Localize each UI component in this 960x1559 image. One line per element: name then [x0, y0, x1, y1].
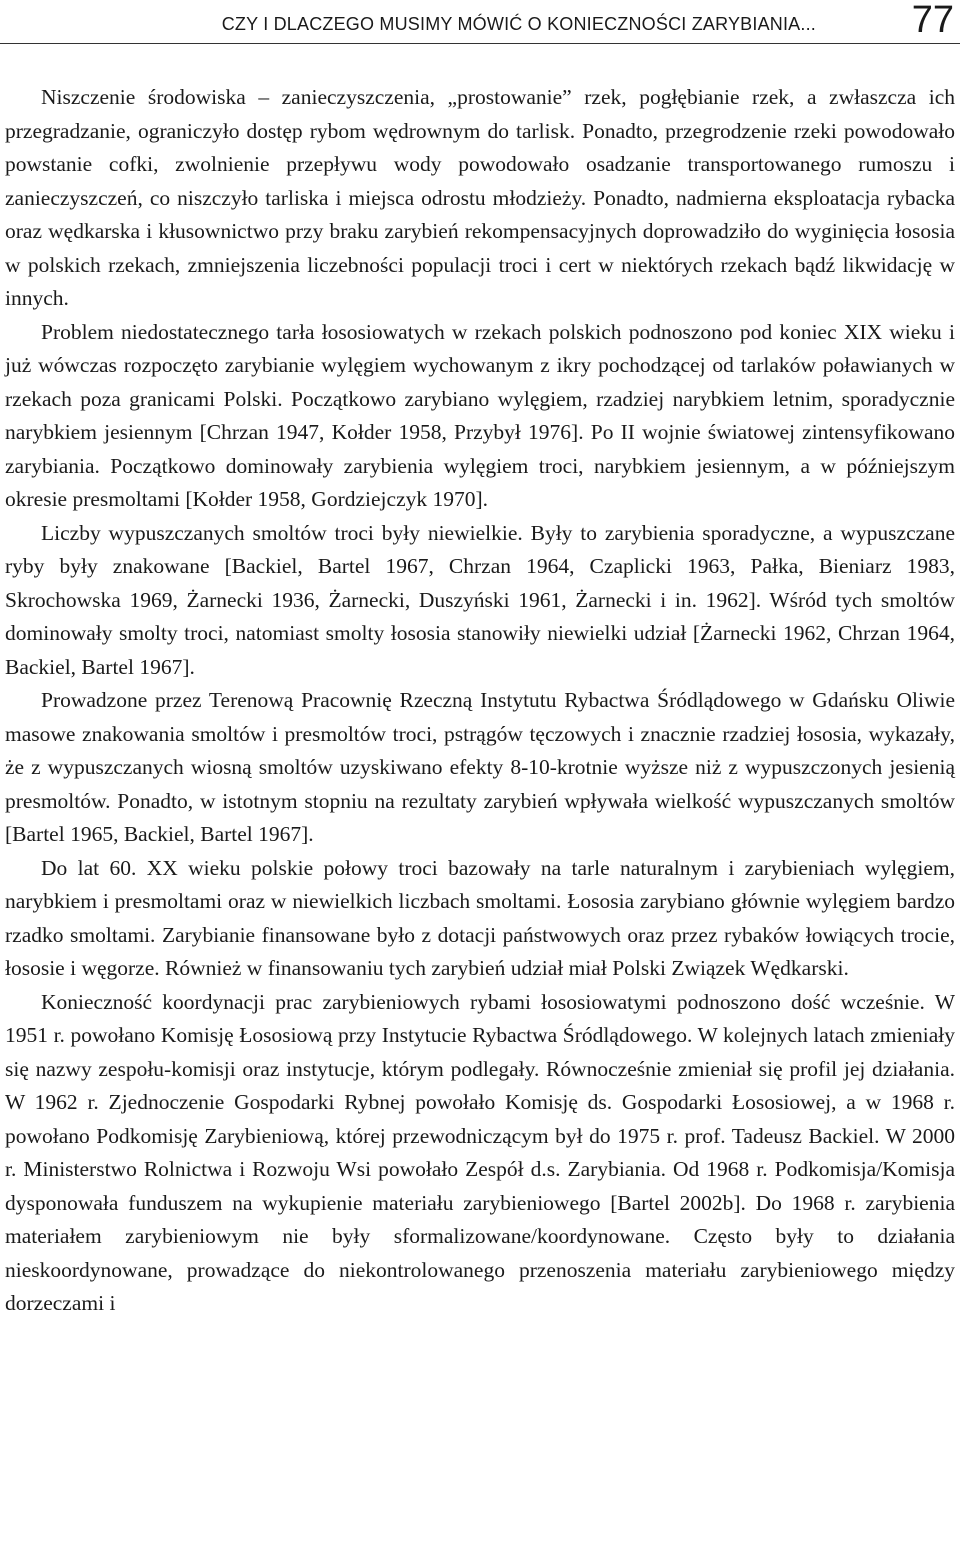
body-text — [5, 81, 955, 1321]
paragraph-1: Niszczenie środowiska – zanieczyszczenia, „prostowanie” rzek, pogłębianie rzek, a zwłaszcza ich przegradzanie, ograniczyło dostęp rybom wędrownym do tarlisk. Ponadto, przegrodzenie rzeki powodowało powstanie cofki, zwolnienie przepływu wody powodowało osadzanie transportowanego rumoszu i zanieczyszczeń, co niszczyło tarliska i miejsca odrostu młodzieży. Ponadto, nadmierna eksploatacja rybacka oraz wędkarska i kłusownictwo przy braku zarybień rekompensacyjnych doprowadziło do wyginięcia łososia w polskich rzekach, zmniejszenia liczebności populacji troci i cert w niektórych rzekach bądź likwidację w innych. — [5, 85, 955, 310]
running-header — [0, 0, 960, 46]
paragraph-5: Do lat 60. XX wieku polskie połowy troci bazowały na tarle naturalnym i zarybieniach wylęgiem, narybkiem i presmoltami oraz w niewielkich liczbach smoltami. Łososia zarybiano głównie wylęgiem bardzo rzadko smoltami. Zarybianie finansowane było z dotacji państwowych oraz przez rybaków łowiących trocie, łososie i węgorze. Również w finansowaniu tych zarybień udział miał Polski Związek Wędkarski. — [5, 855, 955, 980]
paragraph-6: Konieczność koordynacji prac zarybieniowych rybami łososiowatymi podnoszono dość wcześnie. W 1951 r. powołano Komisję Łososiową przy Instytucie Rybactwa Śródlądowego. W kolejnych latach zmieniały się nazwy zespołu-komisji oraz instytucje, którym podlegały. Równocześnie zmieniał się profil jej działania. W 1962 r. Zjednoczenie Gospodarki Rybnej powołało Komisję ds. Gospodarki Łososiowej, a w 1968 r. powołano Podkomisję Zarybieniową, której przewodniczącym był do 1975 r. prof. Tadeusz Backiel. W 2000 r. Ministerstwo Rolnictwa i Rozwoju Wsi powołało Zespół d.s. Zarybiania. Od 1968 r. Podkomisja/Komisja dysponowała funduszem na wykupienie materiału zarybieniowego [Bartel 2002b]. Do 1968 r. zarybienia materiałem zarybieniowym nie były sformalizowane/koordynowane. Często były to działania nieskoordynowane, prowadzące do niekontrolowanego przenoszenia materiału zarybieniowego między dorzeczami i — [5, 989, 955, 1315]
page-number: 77 — [911, 0, 954, 41]
paragraph-2: Problem niedostatecznego tarła łososiowatych w rzekach polskich podnoszono pod koniec XIX wieku i już wówczas rozpoczęto zarybianie wylęgiem wychowanym z ikry pochodzącej od tarlaków poławianych w rzekach poza granicami Polski. Początkowo zarybiano wylęgiem, rzadziej narybkiem letnim, sporadycznie narybkiem jesiennym [Chrzan 1947, Kołder 1958, Przybył 1976]. Po II wojnie światowej zintensyfikowano zarybiania. Początkowo dominowały zarybienia wylęgiem troci, narybkiem jesiennym, a w późniejszym okresie presmoltami [Kołder 1958, Gordziejczyk 1970]. — [5, 319, 955, 511]
paragraph-3: Liczby wypuszczanych smoltów troci były niewielkie. Były to zarybienia sporadyczne, a wypuszczane ryby były znakowane [Backiel, Bartel 1967, Chrzan 1964, Czaplicki 1963, Pałka, Bieniarz 1983, Skrochowska 1969, Żarnecki 1936, Żarnecki, Duszyński 1961, Żarnecki i in. 1962]. Wśród tych smoltów dominowały smolty troci, natomiast smolty łososia stanowiły niewielki udział [Żarnecki 1962, Chrzan 1964, Backiel, Bartel 1967]. — [5, 520, 955, 679]
header-rule — [0, 43, 960, 44]
running-title: CZY I DLACZEGO MUSIMY MÓWIĆ O KONIECZNOŚCI ZARYBIANIA... — [221, 14, 816, 34]
paragraph-4: Prowadzone przez Terenową Pracownię Rzeczną Instytutu Rybactwa Śródlądowego w Gdańsku Oliwie masowe znakowania smoltów i presmoltów troci, pstrągów tęczowych i znacznie rzadziej łososia, wykazały, że z wypuszczanych wiosną smoltów uzyskiwano efekty 8-10-krotnie wyższe niż z wypuszczonych jesienią presmoltów. Ponadto, w istotnym stopniu na rezultaty zarybień wpływała wielkość wypuszczanych smoltów [Bartel 1965, Backiel, Bartel 1967]. — [5, 688, 955, 846]
